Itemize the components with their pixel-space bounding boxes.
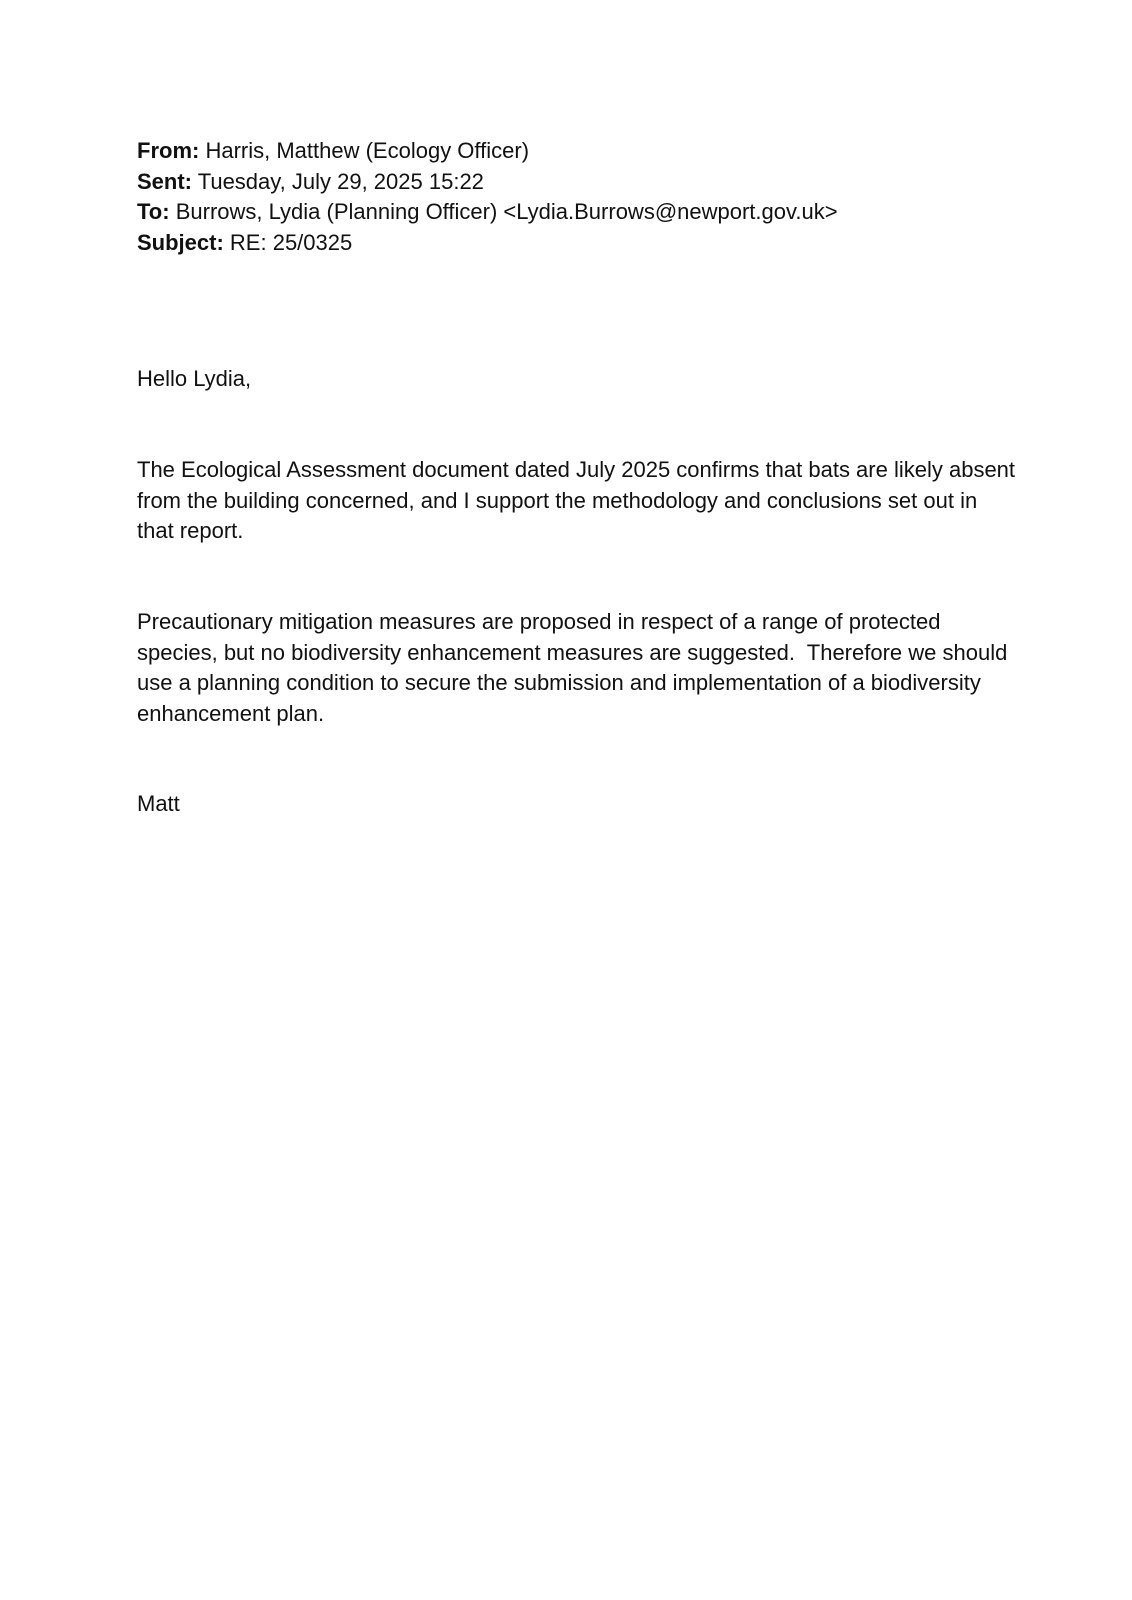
subject-label: Subject: xyxy=(137,229,224,255)
email-header xyxy=(137,136,1017,258)
from-value: Harris, Matthew (Ecology Officer) xyxy=(205,138,530,163)
signoff: Matt xyxy=(137,791,180,816)
sent-value: Tuesday, July 29, 2025 15:22 xyxy=(197,168,484,194)
subject-line xyxy=(137,228,1017,259)
to-label: To: xyxy=(137,199,170,224)
body-paragraph-2: Precautionary mitigation measures are proposed in respect of a range of protected species, but no biodiversity enhancement measures are suggested. Therefore we should use a planning condition to secure the submission and implementation of a biodiversity enhancement plan. xyxy=(137,609,1008,726)
to-value: Burrows, Lydia (Planning Officer) <Lydia.Burrows@newport.gov.uk> xyxy=(175,199,838,224)
from-label: From: xyxy=(137,138,200,163)
sent-line xyxy=(137,167,1017,198)
body-paragraph-1: The Ecological Assessment document dated July 2025 confirms that bats are likely absent from the building concerned, and I support the methodology and conclusions set out in that report. xyxy=(137,457,1016,543)
sent-label: Sent: xyxy=(137,168,192,194)
from-line xyxy=(137,136,1017,167)
to-line xyxy=(137,197,1017,228)
subject-value: RE: 25/0325 xyxy=(229,229,353,255)
greeting: Hello Lydia, xyxy=(137,366,252,391)
